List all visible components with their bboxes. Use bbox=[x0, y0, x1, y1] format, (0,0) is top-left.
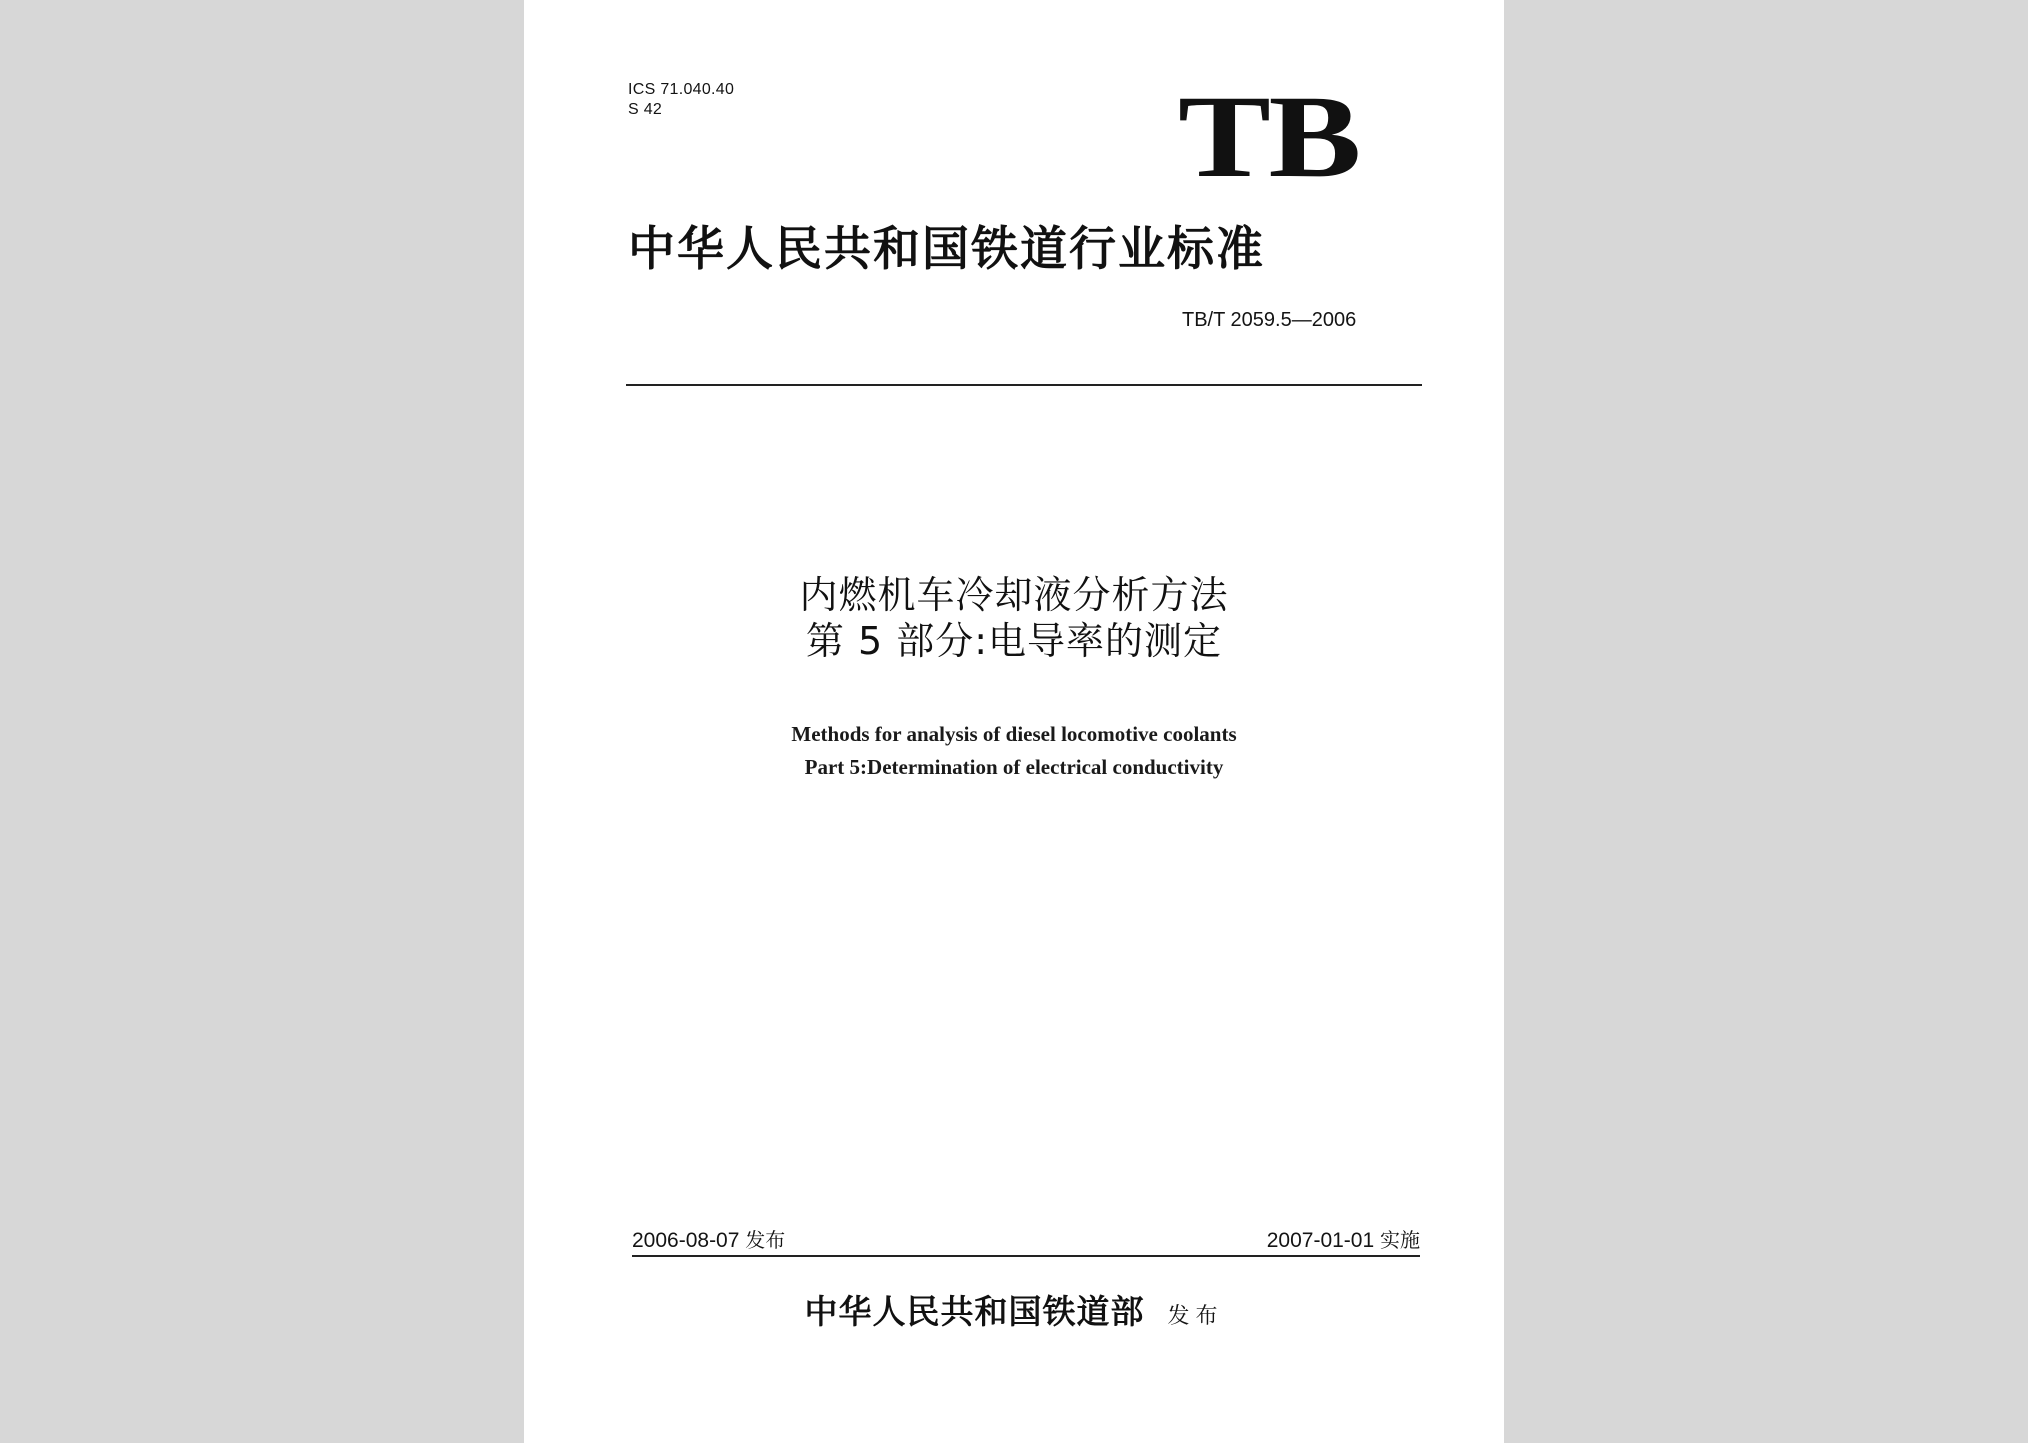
english-title bbox=[524, 718, 1504, 784]
chinese-title bbox=[524, 572, 1504, 664]
date-row bbox=[632, 1226, 1420, 1256]
implement-date: 2007-01-01 bbox=[1266, 1229, 1375, 1252]
publisher-name: 中华人民共和国铁道部 bbox=[804, 1292, 1145, 1331]
issue-label: 发布 bbox=[745, 1228, 786, 1252]
document-page bbox=[524, 0, 1504, 1443]
tb-logo: TB bbox=[1178, 71, 1360, 202]
classification-codes bbox=[628, 80, 734, 120]
publisher-line bbox=[524, 1286, 1504, 1333]
standard-title: 中华人民共和国铁道行业标准 bbox=[628, 222, 1265, 277]
english-title-line2: Part 5:Determination of electrical conductivity bbox=[804, 755, 1224, 779]
implement-label: 实施 bbox=[1380, 1228, 1420, 1252]
footer-divider bbox=[632, 1255, 1420, 1257]
standard-number: TB/T 2059.5—2006 bbox=[1182, 309, 1357, 331]
issue-date: 2006-08-07 bbox=[632, 1229, 740, 1252]
publisher-suffix: 发布 bbox=[1167, 1304, 1224, 1329]
chinese-title-line1: 内燃机车冷却液分析方法 bbox=[799, 573, 1229, 617]
issue-date-block bbox=[632, 1226, 785, 1255]
english-title-line1: Methods for analysis of diesel locomotive coolants bbox=[791, 722, 1237, 746]
ics-code: ICS 71.040.40 bbox=[628, 81, 735, 98]
chinese-title-line2: 第 5 部分:电导率的测定 bbox=[805, 619, 1223, 663]
category-code: S 42 bbox=[628, 101, 663, 118]
header-divider bbox=[626, 384, 1422, 386]
implement-date-block bbox=[1267, 1226, 1420, 1255]
